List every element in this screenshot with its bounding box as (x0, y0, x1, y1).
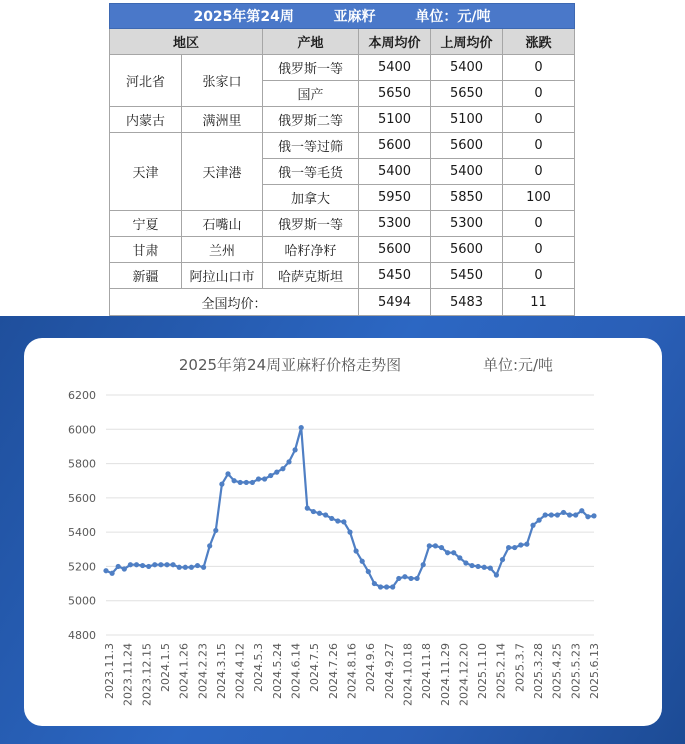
x-tick-label: 2025.1.10 (476, 643, 490, 699)
x-tick-label: 2023.11.24 (121, 643, 135, 706)
change-cell: 0 (503, 159, 575, 185)
data-point (329, 516, 334, 521)
last-week-cell: 5400 (431, 159, 503, 185)
series-line (106, 428, 594, 587)
x-tick-label: 2025.4.25 (550, 643, 564, 699)
x-tick-label: 2024.3.15 (214, 643, 228, 699)
data-point (421, 562, 426, 567)
x-tick-label: 2024.11.29 (438, 643, 452, 706)
this-week-cell: 5600 (359, 133, 431, 159)
data-point (567, 512, 572, 517)
last-week-cell: 5300 (431, 211, 503, 237)
data-point (110, 571, 115, 576)
data-point (439, 545, 444, 550)
city-cell: 满洲里 (182, 107, 263, 133)
data-point (506, 545, 511, 550)
data-point (213, 528, 218, 533)
data-point (305, 506, 310, 511)
data-point (433, 543, 438, 548)
header-this-week: 本周均价 (359, 29, 431, 55)
data-point (171, 562, 176, 567)
data-point (347, 530, 352, 535)
data-point (549, 512, 554, 517)
data-point (219, 482, 224, 487)
province-cell: 甘肃 (110, 237, 182, 263)
y-tick-label: 5000 (68, 594, 96, 608)
last-week-cell: 5650 (431, 81, 503, 107)
x-tick-label: 2024.5.3 (252, 643, 266, 692)
grid-layer (106, 395, 594, 635)
this-week-cell: 5450 (359, 263, 431, 289)
this-week-cell: 5400 (359, 159, 431, 185)
data-point (164, 562, 169, 567)
data-point (384, 584, 389, 589)
data-point (579, 508, 584, 513)
data-point (530, 523, 535, 528)
data-point (256, 476, 261, 481)
chart-unit: 单位:元/吨 (482, 356, 554, 374)
this-week-cell: 5600 (359, 237, 431, 263)
summary-change: 11 (503, 289, 575, 316)
x-tick-label: 2024.11.8 (420, 643, 434, 699)
series-layer (103, 425, 596, 590)
data-point (195, 563, 200, 568)
title-week: 2025年第24周 (193, 9, 294, 25)
x-tick-label: 2024.10.18 (401, 643, 415, 706)
data-point (207, 543, 212, 548)
title-unit: 单位：元/吨 (415, 9, 491, 25)
x-tick-label: 2024.4.12 (233, 643, 247, 699)
city-cell: 张家口 (182, 55, 263, 107)
x-tick-label: 2024.7.26 (326, 643, 340, 699)
summary-label: 全国均价： (110, 289, 359, 316)
header-last-week: 上周均价 (431, 29, 503, 55)
city-cell: 兰州 (182, 237, 263, 263)
data-point (323, 512, 328, 517)
data-point (512, 545, 517, 550)
change-cell: 0 (503, 237, 575, 263)
y-tick-label: 5200 (68, 560, 96, 574)
origin-cell: 哈籽净籽 (263, 237, 359, 263)
data-point (158, 562, 163, 567)
x-tick-label: 2024.12.20 (457, 643, 471, 706)
data-point (293, 447, 298, 452)
data-point (591, 513, 596, 518)
data-point (396, 576, 401, 581)
change-cell: 100 (503, 185, 575, 211)
origin-cell: 俄一等过筛 (263, 133, 359, 159)
x-tick-label: 2024.9.27 (382, 643, 396, 699)
data-point (189, 565, 194, 570)
city-cell: 阿拉山口市 (182, 263, 263, 289)
province-cell: 河北省 (110, 55, 182, 107)
origin-cell: 俄罗斯二等 (263, 107, 359, 133)
data-point (469, 563, 474, 568)
last-week-cell: 5400 (431, 55, 503, 81)
last-week-cell: 5850 (431, 185, 503, 211)
change-cell: 0 (503, 81, 575, 107)
data-point (378, 584, 383, 589)
city-cell: 天津港 (182, 133, 263, 211)
origin-cell: 国产 (263, 81, 359, 107)
data-point (482, 565, 487, 570)
x-tick-label: 2025.3.28 (532, 643, 546, 699)
x-tick-label: 2024.9.6 (364, 643, 378, 692)
data-point (232, 478, 237, 483)
x-tick-label: 2024.5.24 (270, 643, 284, 699)
summary-this-week: 5494 (359, 289, 431, 316)
data-point (585, 514, 590, 519)
data-point (445, 550, 450, 555)
this-week-cell: 5400 (359, 55, 431, 81)
data-point (262, 476, 267, 481)
data-point (286, 459, 291, 464)
change-cell: 0 (503, 107, 575, 133)
x-tick-label: 2024.2.23 (196, 643, 210, 699)
this-week-cell: 5650 (359, 81, 431, 107)
last-week-cell: 5600 (431, 237, 503, 263)
x-tick-label: 2025.3.7 (513, 643, 527, 692)
data-point (561, 510, 566, 515)
x-tick-label: 2023.12.15 (140, 643, 154, 706)
data-point (360, 559, 365, 564)
data-point (128, 562, 133, 567)
data-point (341, 519, 346, 524)
data-point (146, 564, 151, 569)
this-week-cell: 5950 (359, 185, 431, 211)
data-point (134, 562, 139, 567)
data-point (463, 560, 468, 565)
origin-cell: 俄罗斯一等 (263, 211, 359, 237)
data-point (311, 509, 316, 514)
data-point (476, 564, 481, 569)
data-point (268, 473, 273, 478)
y-tick-label: 6200 (68, 389, 96, 402)
this-week-cell: 5300 (359, 211, 431, 237)
data-point (488, 566, 493, 571)
province-cell: 天津 (110, 133, 182, 211)
province-cell: 新疆 (110, 263, 182, 289)
x-tick-label: 2024.7.5 (308, 643, 322, 692)
x-tick-label: 2024.8.16 (345, 643, 359, 699)
data-point (116, 564, 121, 569)
y-tick-label: 4800 (68, 629, 96, 642)
x-tick-label: 2023.11.3 (103, 643, 116, 699)
origin-cell: 俄罗斯一等 (263, 55, 359, 81)
change-cell: 0 (503, 211, 575, 237)
data-point (250, 480, 255, 485)
data-point (451, 550, 456, 555)
summary-last-week: 5483 (431, 289, 503, 316)
x-tick-label: 2025.2.14 (494, 643, 508, 699)
data-point (299, 425, 304, 430)
data-point (152, 562, 157, 567)
last-week-cell: 5450 (431, 263, 503, 289)
data-point (140, 563, 145, 568)
origin-cell: 哈萨克斯坦 (263, 263, 359, 289)
data-point (274, 470, 279, 475)
data-point (335, 518, 340, 523)
x-tick-label: 2025.6.13 (588, 643, 601, 699)
data-point (183, 565, 188, 570)
data-point (201, 565, 206, 570)
data-point (537, 518, 542, 523)
x-tick-label: 2024.1.26 (177, 643, 191, 699)
data-point (494, 572, 499, 577)
data-point (427, 543, 432, 548)
data-point (225, 471, 230, 476)
last-week-cell: 5100 (431, 107, 503, 133)
title-product: 亚麻籽 (333, 9, 376, 25)
province-cell: 内蒙古 (110, 107, 182, 133)
header-origin: 产地 (263, 29, 359, 55)
data-point (238, 480, 243, 485)
data-point (103, 568, 108, 573)
y-tick-label: 5400 (68, 526, 96, 540)
x-tick-label: 2025.5.23 (569, 643, 583, 699)
chart-title: 2025年第24周亚麻籽价格走势图 (178, 356, 402, 374)
data-point (518, 542, 523, 547)
this-week-cell: 5100 (359, 107, 431, 133)
data-point (244, 480, 249, 485)
x-tick-label: 2024.1.5 (158, 643, 172, 692)
data-point (177, 565, 182, 570)
data-point (415, 576, 420, 581)
change-cell: 0 (503, 133, 575, 159)
data-point (500, 557, 505, 562)
last-week-cell: 5600 (431, 133, 503, 159)
y-tick-label: 5800 (68, 457, 96, 471)
header-change: 涨跌 (503, 29, 575, 55)
origin-cell: 加拿大 (263, 185, 359, 211)
data-point (280, 466, 285, 471)
data-point (390, 584, 395, 589)
data-point (122, 566, 127, 571)
data-point (524, 542, 529, 547)
change-cell: 0 (503, 55, 575, 81)
data-point (366, 569, 371, 574)
data-point (457, 555, 462, 560)
data-point (402, 574, 407, 579)
data-point (408, 576, 413, 581)
data-point (354, 548, 359, 553)
data-point (372, 581, 377, 586)
x-tick-label: 2024.6.14 (289, 643, 303, 699)
data-point (543, 512, 548, 517)
city-cell: 石嘴山 (182, 211, 263, 237)
data-point (317, 511, 322, 516)
province-cell: 宁夏 (110, 211, 182, 237)
y-tick-label: 6000 (68, 423, 96, 437)
y-tick-label: 5600 (68, 491, 96, 505)
change-cell: 0 (503, 263, 575, 289)
data-point (573, 512, 578, 517)
header-region: 地区 (110, 29, 263, 55)
origin-cell: 俄一等毛货 (263, 159, 359, 185)
data-point (555, 512, 560, 517)
